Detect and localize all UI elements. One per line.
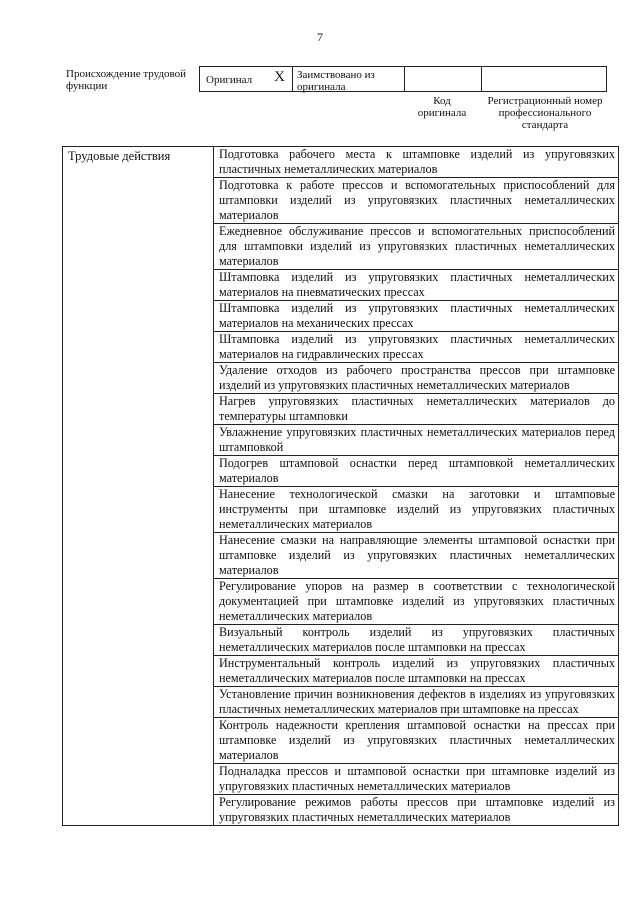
- labor-actions-list: [214, 147, 619, 826]
- labor-action-item: Установление причин возникновения дефектов в изделиях из упруговязких пластичных неметаллических материалов при штамповке на прессах: [214, 687, 618, 718]
- labor-action-item: Контроль надежности крепления штамповой оснастки на прессах при штамповке изделий из упруговязких пластичных неметаллических материалов: [214, 718, 618, 764]
- labor-action-item: Штамповка изделий из упруговязких пластичных неметаллических материалов на пневматических прессах: [214, 270, 618, 301]
- labor-actions-table: [62, 146, 619, 826]
- labor-action-item: Нанесение технологической смазки на заготовки и штамповые инструменты при штамповке изделий из упруговязких пластичных неметаллических материалов: [214, 487, 618, 533]
- labor-action-item: Регулирование упоров на размер в соответствии с технологической документацией при штамповке изделий из упруговязких пластичных неметаллических материалов: [214, 579, 618, 625]
- labor-action-item: Нагрев упруговязких пластичных неметаллических материалов до температуры штамповки: [214, 394, 618, 425]
- labor-action-item: Подналадка прессов и штамповой оснастки при штамповке изделий из упруговязких пластичных неметаллических материалов: [214, 764, 618, 795]
- borrowed-label: Заимствовано из оригинала: [297, 69, 375, 93]
- labor-actions-label: Трудовые действия: [63, 147, 214, 826]
- labor-action-item: Штамповка изделий из упруговязких пластичных неметаллических материалов на механических прессах: [214, 301, 618, 332]
- labor-action-item: Штамповка изделий из упруговязких пластичных неметаллических материалов на гидравлических прессах: [214, 332, 618, 363]
- labor-action-item: Ежедневное обслуживание прессов и вспомогательных приспособлений для штамповки изделий из упруговязких пластичных неметаллических материалов: [214, 224, 618, 270]
- labor-action-item: Инструментальный контроль изделий из упруговязких пластичных неметаллических материалов после штамповки на прессах: [214, 656, 618, 687]
- borrowed-cell: [293, 67, 405, 91]
- reg-number-cell: [482, 67, 606, 91]
- labor-action-item: Увлажнение упруговязких пластичных неметаллических материалов перед штамповкой: [214, 425, 618, 456]
- labor-action-item: Подготовка рабочего места к штамповке изделий из упруговязких пластичных неметаллических материалов: [214, 147, 618, 178]
- labor-action-item: Подготовка к работе прессов и вспомогательных приспособлений для штамповки изделий из упруговязких пластичных неметаллических материалов: [214, 178, 618, 224]
- labor-action-item: Регулирование режимов работы прессов при штамповке изделий из упруговязких пластичных неметаллических материалов: [219, 795, 615, 824]
- labor-action-item: Визуальный контроль изделий из упруговязких пластичных неметаллических материалов после штамповки на прессах: [214, 625, 618, 656]
- origin-table: [199, 66, 607, 92]
- page-number: 7: [317, 30, 323, 44]
- labor-action-item: Нанесение смазки на направляющие элементы штамповой оснастки при штамповке изделий из упруговязких пластичных неметаллических материалов: [214, 533, 618, 579]
- original-cell: [200, 67, 293, 91]
- labor-action-item: Подогрев штамповой оснастки перед штамповкой неметаллических материалов: [214, 456, 618, 487]
- original-label: Оригинал: [206, 74, 253, 86]
- code-caption: Код оригинала: [417, 95, 467, 119]
- labor-action-item: Удаление отходов из рабочего пространства прессов при штамповке изделий из упруговязких пластичных неметаллических материалов: [214, 363, 618, 394]
- origin-label: Происхождение трудовой функции: [66, 68, 187, 92]
- reg-number-caption: Регистрационный номер профессионального стандарта: [487, 95, 603, 131]
- code-cell: [405, 67, 482, 91]
- original-mark: X: [274, 69, 285, 85]
